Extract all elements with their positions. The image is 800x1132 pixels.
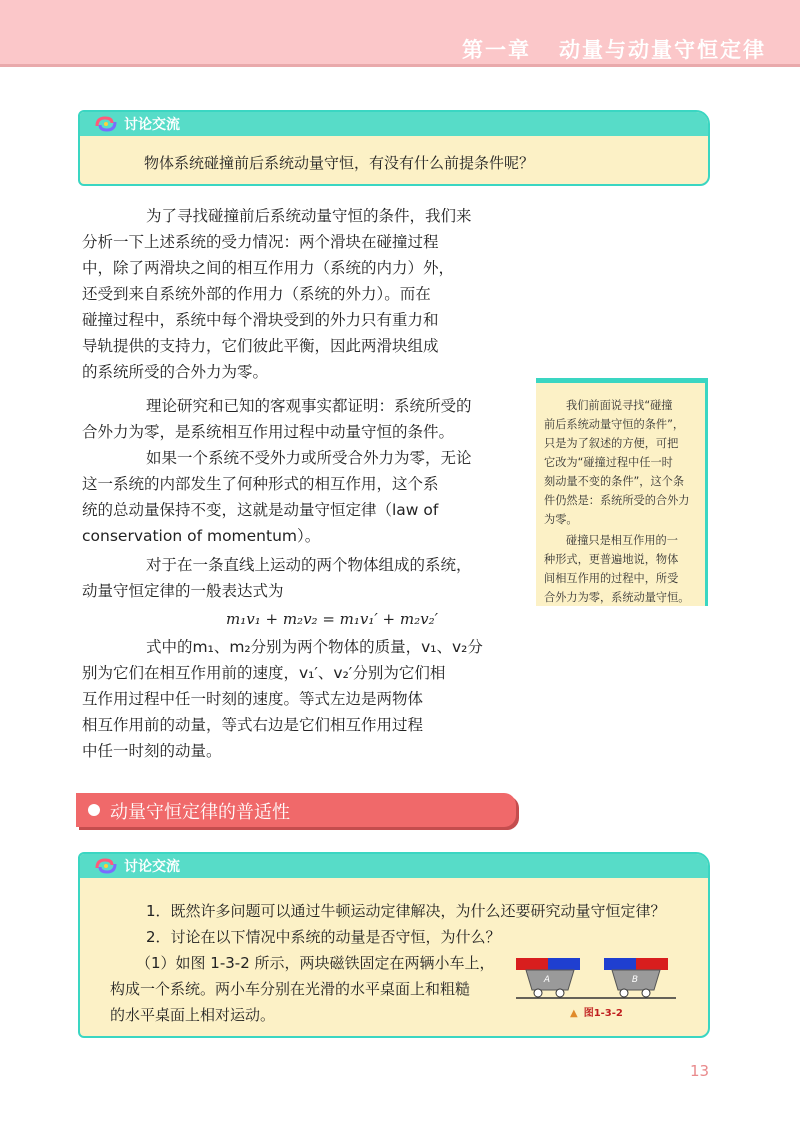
page-number: 13 [690,1062,710,1080]
chapter-title: 动量与动量守恒定律 [559,38,766,62]
discussion-icon [94,114,118,134]
momentum-formula: m₁v₁ + m₂v₂ = m₁v₁′ + m₂v₂′ [226,610,439,628]
sidenote-line: 合外力为零，系统动量守恒。 [544,591,690,604]
sidenote-line: 件仍然是：系统所受的合外力 [544,494,690,507]
chapter-header [0,0,800,67]
body-line: 这一系统的内部发生了何种形式的相互作用，这个系 [82,475,439,493]
body-line: 分析一下上述系统的受力情况：两个滑块在碰撞过程 [82,233,439,251]
sidenote-line: 种形式，更普遍地说，物体 [544,553,679,566]
figure-caption-text: 图1-3-2 [583,1008,623,1019]
body-line: 碰撞过程中，系统中每个滑块受到的外力只有重力和 [82,311,439,329]
body-line: 统的总动量保持不变，这就是动量守恒定律（law of [82,501,439,519]
sidenote-line: 碰撞只是相互作用的一 [566,534,678,547]
body-line: 如果一个系统不受外力或所受合外力为零，无论 [146,449,472,467]
bullet-icon [88,804,100,816]
sidenote-line: 前后系统动量守恒的条件”， [544,418,685,431]
body-line: 式中的m₁、m₂分别为两个物体的质量，v₁、v₂分 [146,638,483,656]
discussion-icon [94,856,118,876]
body-line: 的系统所受的合外力为零。 [82,363,269,381]
sidenote-line: 为零。 [544,513,578,526]
section-heading [76,793,516,827]
discussion-line: 2．讨论在以下情况中系统的动量是否守恒，为什么？ [146,928,501,946]
figure-caption [570,1004,623,1019]
discussion-line: 1．既然许多问题可以通过牛顿运动定律解决，为什么还要研究动量守恒定律？ [146,902,666,920]
discussion-line: 的水平桌面上相对运动。 [110,1006,276,1024]
discussion-label: 讨论交流 [124,859,180,875]
body-line: 互作用过程中任一时刻的速度。等式左边是两物体 [82,690,424,708]
body-line: 中，除了两滑块之间的相互作用力（系统的内力）外， [82,259,455,277]
discussion-label: 讨论交流 [124,117,180,133]
sidenote-line: 我们前面说寻找“碰撞 [566,399,673,412]
chapter-number: 第一章 [462,38,531,62]
cart-b-label: B [631,975,639,985]
discussion-header [80,112,708,136]
body-line: 中任一时刻的动量。 [82,742,222,760]
cart-b [604,958,668,997]
body-line: 还受到来自系统外部的作用力（系统的外力）。而在 [82,285,431,303]
chapter-heading [462,34,766,64]
sidenote-line: 它改为“碰撞过程中任一时 [544,456,673,469]
sidenote [536,378,708,606]
discussion-header [80,854,708,878]
cart-a [516,958,580,997]
discussion-line: 构成一个系统。两小车分别在光滑的水平桌面上和粗糙 [110,980,471,998]
body-line: conservation of momentum）。 [82,527,321,545]
body-line: 导轨提供的支持力，它们彼此平衡，因此两滑块组成 [82,337,439,355]
body-line: 对于在一条直线上运动的两个物体组成的系统， [146,556,472,574]
body-line: 别为它们在相互作用前的速度，v₁′、v₂′分别为它们相 [82,664,446,682]
discussion-question: 物体系统碰撞前后系统动量守恒，有没有什么前提条件呢？ [144,154,535,172]
body-line: 为了寻找碰撞前后系统动量守恒的条件，我们来 [146,207,472,225]
body-line: 理论研究和已知的客观事实都证明：系统所受的 [146,397,472,415]
body-line: 合外力为零，是系统相互作用过程中动量守恒的条件。 [82,423,455,441]
section-title: 动量守恒定律的普适性 [110,802,290,823]
sidenote-line: 间相互作用的过程中，所受 [544,572,679,585]
body-line: 动量守恒定律的一般表达式为 [82,582,284,600]
sidenote-line: 只是为了叙述的方便，可把 [544,437,679,450]
triangle-icon: ▲ [570,1008,578,1019]
sidenote-line: 刻动量不变的条件”，这个条 [544,475,685,488]
body-line: 相互作用前的动量，等式右边是它们相互作用过程 [82,716,424,734]
cart-a-label: A [543,975,551,985]
discussion-box-1 [78,110,710,186]
discussion-line: （1）如图 1-3-2 所示，两块磁铁固定在两辆小车上， [136,954,495,972]
